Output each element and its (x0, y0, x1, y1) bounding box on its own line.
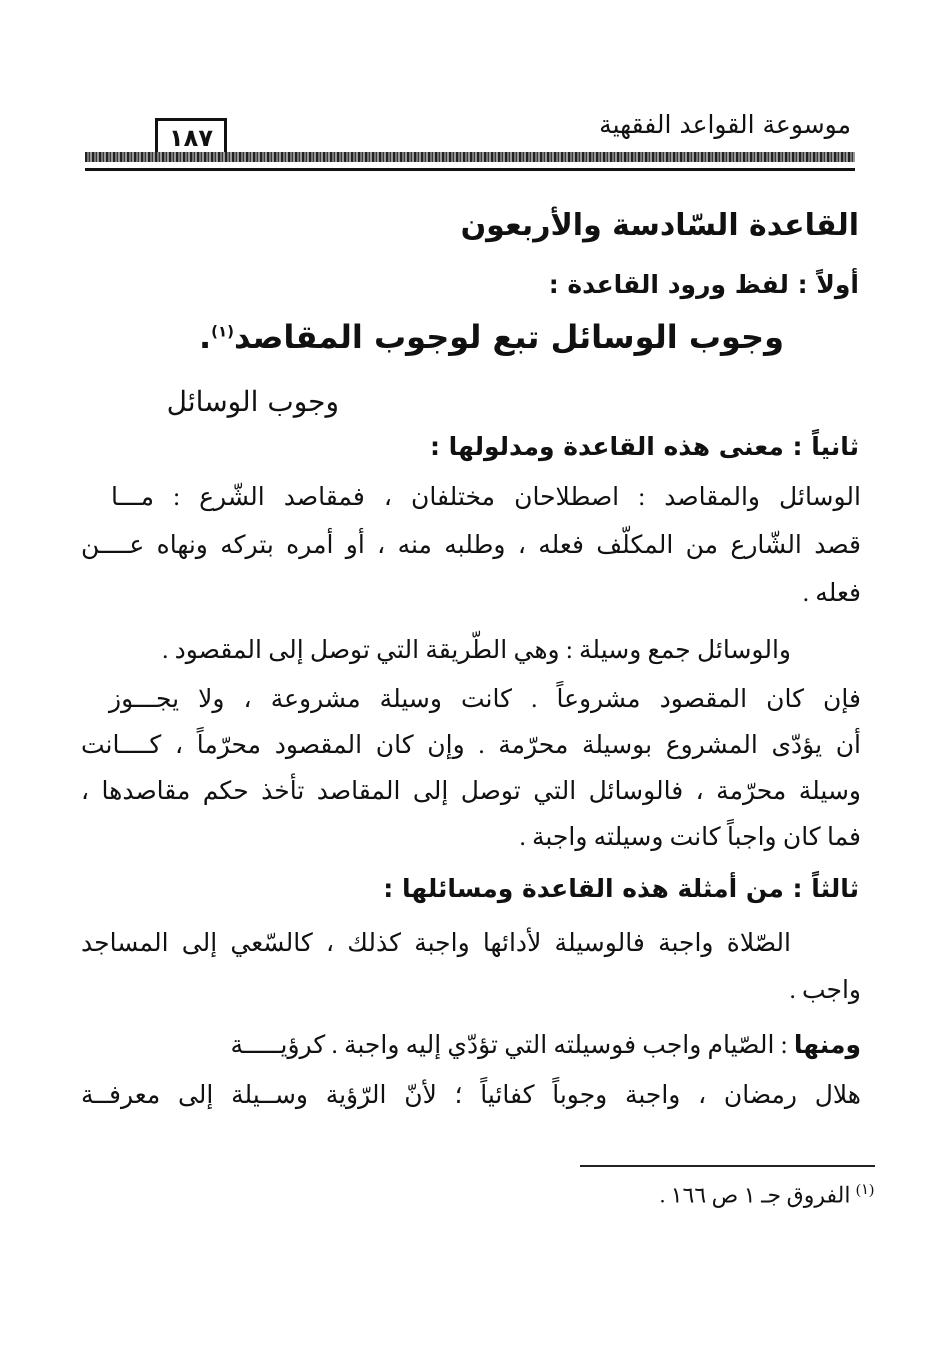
rule-short-form: وجوب الوسائل (166, 385, 339, 418)
paragraph-line: واجب . (789, 977, 861, 1004)
paragraph-line: قصد الشّارع من المكلّف فعله ، وطلبه منه ، أو أمره بتركه ونهاه عــــن (81, 532, 861, 559)
section2-heading: ثانياً : معنى هذه القاعدة ومدلولها : (429, 432, 859, 461)
paragraph-line: فما كان واجباً كانت وسيلته واجبة . (519, 824, 861, 851)
paragraph-line-lead (101, 1030, 861, 1060)
header-underline (85, 168, 855, 171)
section3-heading: ثالثاً : من أمثلة هذه القاعدة ومسائلها : (383, 874, 859, 903)
paragraph-line: فعله . (802, 580, 861, 607)
example-text: : الصّيام واجب فوسيلته التي تؤدّي إليه واجبة . كرؤيـــــة (230, 1032, 788, 1059)
paragraph-line: فإن كان المقصود مشروعاً . كانت وسيلة مشروعة ، ولا يجـــوز (109, 686, 861, 713)
rule-statement (199, 318, 784, 356)
paragraph-line: هلال رمضان ، واجبة وجوباً كفائياً ؛ لأنّ الرّؤية وســيلة إلى معرفــة (81, 1082, 861, 1109)
paragraph-line: أن يؤدّى المشروع بوسيلة محرّمة . وإن كان المقصود محرّماً ، كــــانت (81, 732, 861, 759)
paragraph-line: الصّلاة واجبة فالوسيلة لأدائها واجبة كذلك ، كالسّعي إلى المساجد (81, 930, 791, 957)
paragraph-line: والوسائل جمع وسيلة : وهي الطّريقة التي توصل إلى المقصود . (162, 637, 791, 664)
footnote (660, 1180, 874, 1208)
paragraph-line: الوسائل والمقاصد : اصطلاحان مختلفان ، فمقاصد الشّرع : مـــا (111, 484, 861, 511)
header-decorative-rule (85, 152, 855, 162)
rule-text: وجوب الوسائل تبع لوجوب المقاصد (233, 318, 784, 356)
footnote-text: الفروق جـ ١ ص ١٦٦ . (659, 1182, 851, 1208)
section1-heading: أولاً : لفظ ورود القاعدة : (548, 270, 859, 299)
footnote-marker: (١) (855, 1182, 874, 1198)
rule-text-end: . (198, 318, 212, 356)
example-lead: ومنها (793, 1030, 861, 1059)
footnote-separator (580, 1165, 875, 1167)
running-header-title: موسوعة القواعد الفقهية (599, 110, 851, 139)
page-number: ١٨٧ (155, 118, 227, 158)
rule-title: القاعدة السّادسة والأربعون (460, 208, 859, 243)
footnote-ref: (١) (211, 322, 234, 341)
paragraph-line: وسيلة محرّمة ، فالوسائل التي توصل إلى المقاصد تأخذ حكم مقاصدها ، (81, 778, 861, 805)
